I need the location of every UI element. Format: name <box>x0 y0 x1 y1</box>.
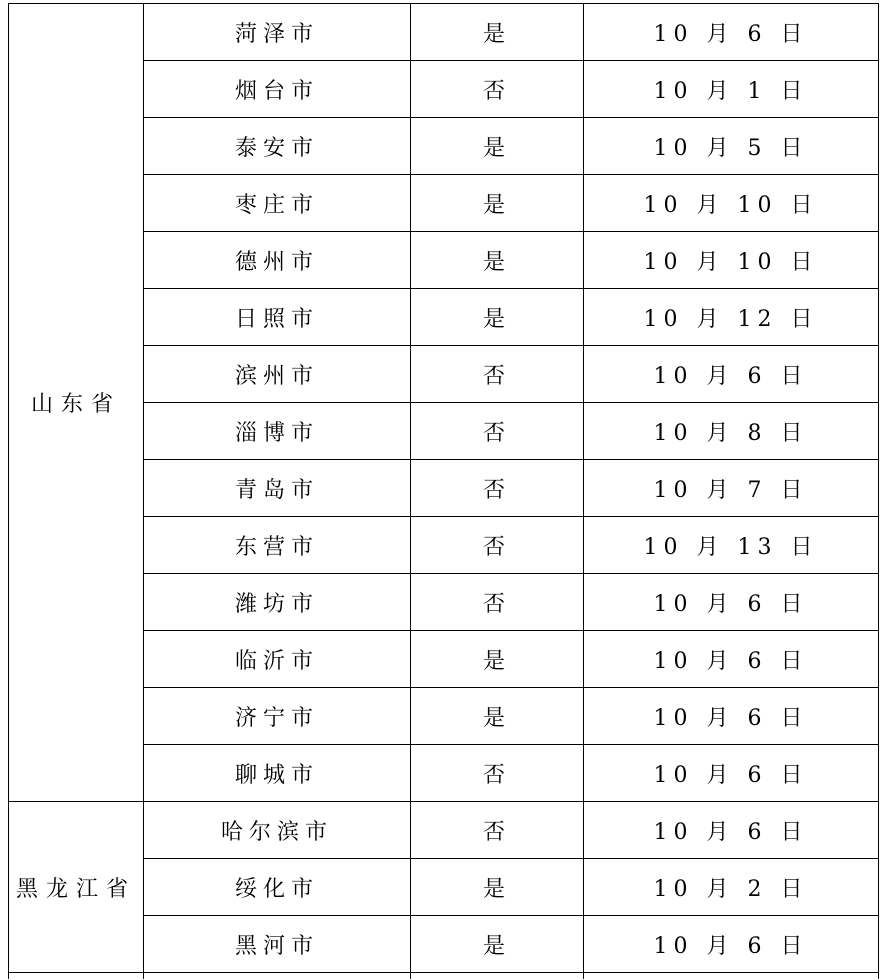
city-cell: 绥化市 <box>144 859 411 916</box>
city-cell: 德州市 <box>144 232 411 289</box>
table-cell-partial <box>411 973 584 980</box>
date-cell: 10 月 6 日 <box>584 346 879 403</box>
date-cell: 10 月 6 日 <box>584 916 879 973</box>
province-city-table <box>8 3 879 979</box>
date-cell: 10 月 6 日 <box>584 631 879 688</box>
flag-cell: 否 <box>411 346 584 403</box>
date-cell: 10 月 6 日 <box>584 4 879 61</box>
city-cell: 东营市 <box>144 517 411 574</box>
table-row <box>9 802 879 859</box>
table-body <box>9 4 879 980</box>
city-cell: 菏泽市 <box>144 4 411 61</box>
date-cell: 10 月 8 日 <box>584 403 879 460</box>
flag-cell: 是 <box>411 4 584 61</box>
date-cell: 10 月 7 日 <box>584 460 879 517</box>
city-cell: 日照市 <box>144 289 411 346</box>
date-cell: 10 月 10 日 <box>584 232 879 289</box>
flag-cell: 否 <box>411 61 584 118</box>
table-cell-partial <box>144 973 411 980</box>
date-cell: 10 月 10 日 <box>584 175 879 232</box>
city-cell: 黑河市 <box>144 916 411 973</box>
flag-cell: 是 <box>411 232 584 289</box>
city-cell: 烟台市 <box>144 61 411 118</box>
flag-cell: 否 <box>411 460 584 517</box>
date-cell: 10 月 6 日 <box>584 574 879 631</box>
date-cell: 10 月 5 日 <box>584 118 879 175</box>
city-cell: 潍坊市 <box>144 574 411 631</box>
flag-cell: 是 <box>411 175 584 232</box>
table-row-partial <box>9 973 879 980</box>
city-cell: 哈尔滨市 <box>144 802 411 859</box>
date-cell: 10 月 6 日 <box>584 688 879 745</box>
city-cell: 济宁市 <box>144 688 411 745</box>
city-cell: 泰安市 <box>144 118 411 175</box>
date-cell: 10 月 12 日 <box>584 289 879 346</box>
flag-cell: 否 <box>411 403 584 460</box>
flag-cell: 是 <box>411 289 584 346</box>
province-cell: 山东省 <box>9 4 144 802</box>
flag-cell: 是 <box>411 859 584 916</box>
date-cell: 10 月 6 日 <box>584 745 879 802</box>
table-row <box>9 4 879 61</box>
city-cell: 淄博市 <box>144 403 411 460</box>
date-cell: 10 月 13 日 <box>584 517 879 574</box>
date-cell: 10 月 1 日 <box>584 61 879 118</box>
flag-cell: 否 <box>411 802 584 859</box>
flag-cell: 是 <box>411 118 584 175</box>
province-cell: 黑龙江省 <box>9 802 144 973</box>
flag-cell: 否 <box>411 745 584 802</box>
date-cell: 10 月 6 日 <box>584 802 879 859</box>
city-cell: 枣庄市 <box>144 175 411 232</box>
flag-cell: 是 <box>411 631 584 688</box>
city-cell: 滨州市 <box>144 346 411 403</box>
city-cell: 临沂市 <box>144 631 411 688</box>
table-cell-partial <box>9 973 144 980</box>
date-cell: 10 月 2 日 <box>584 859 879 916</box>
flag-cell: 是 <box>411 688 584 745</box>
table-cell-partial <box>584 973 879 980</box>
flag-cell: 否 <box>411 574 584 631</box>
city-cell: 青岛市 <box>144 460 411 517</box>
flag-cell: 是 <box>411 916 584 973</box>
city-cell: 聊城市 <box>144 745 411 802</box>
flag-cell: 否 <box>411 517 584 574</box>
